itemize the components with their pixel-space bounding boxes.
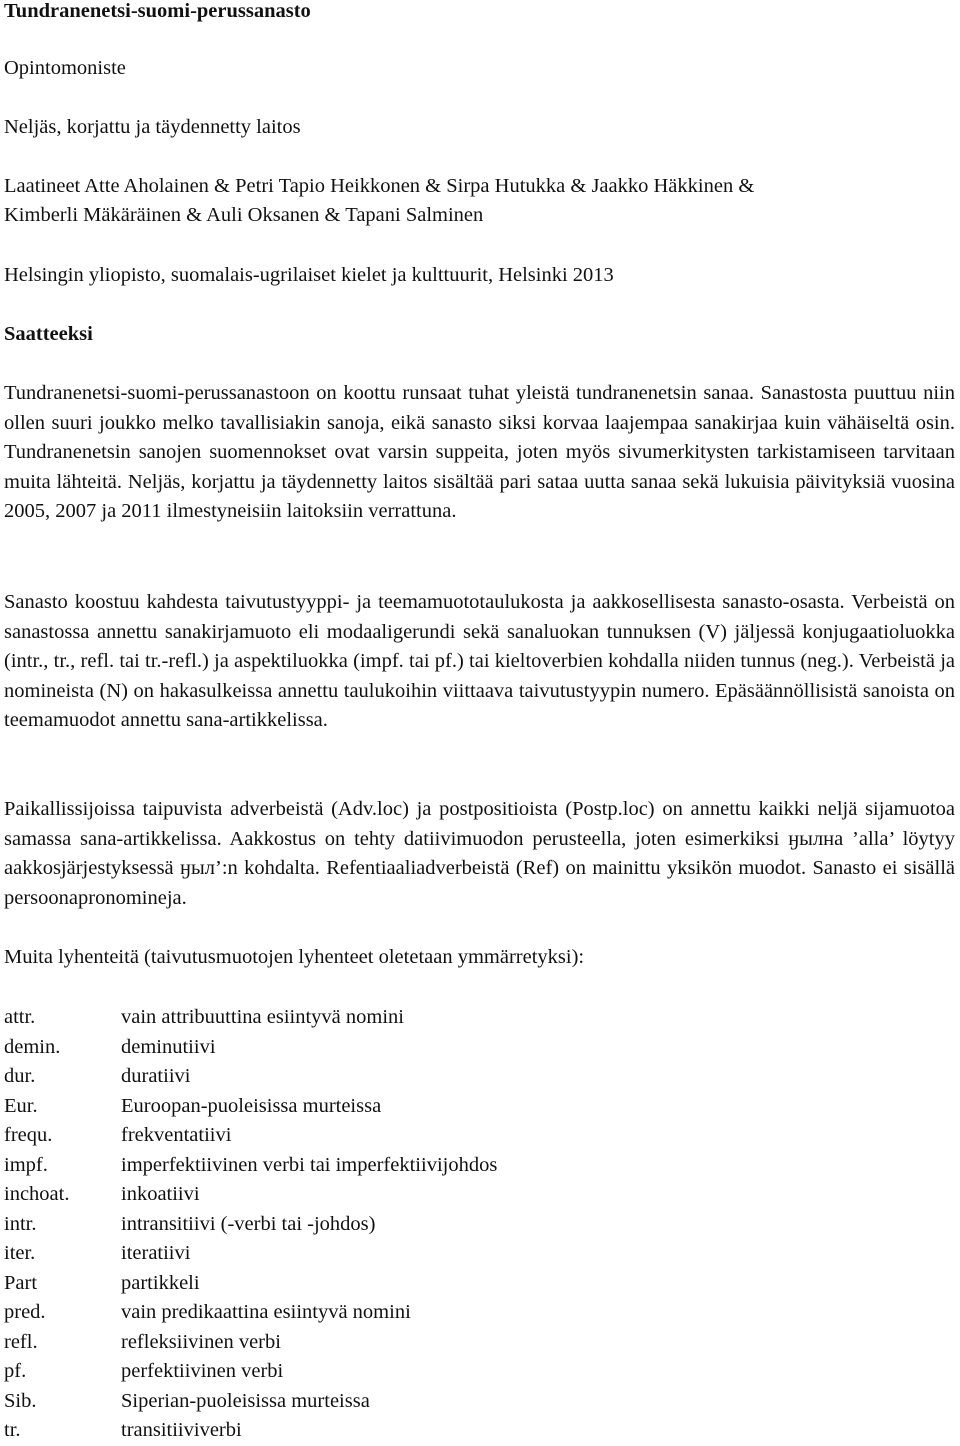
abbreviation-meaning: inkoatiivi <box>121 1183 200 1205</box>
preface-heading: Saatteeksi <box>4 323 93 345</box>
edition-line: Neljäs, korjattu ja täydennetty laitos <box>4 116 301 138</box>
abbreviation-row <box>4 1387 497 1417</box>
abbreviation-row <box>4 1180 497 1210</box>
abbreviation-key: refl. <box>4 1330 38 1353</box>
abbreviation-row <box>4 1003 497 1033</box>
abbreviation-key: frequ. <box>4 1124 53 1146</box>
abbreviation-key: pred. <box>4 1301 46 1323</box>
abbreviation-meaning: frekventatiivi <box>121 1124 232 1146</box>
abbreviation-row <box>4 1092 497 1122</box>
preface-paragraph-2: Sanasto koostuu kahdesta taivutustyyppi- ja teemamuototaulukosta ja aakkosellisesta sanasto-osasta. Verbeistä on sanastossa annettu sanakirjamuoto eli modaaligerundi sekä sanaluokan tunnuksen (V) jäljessä konjugaatioluokka (intr., tr., refl. tai tr.-refl.) ja aspektiluokka (impf. tai pf.) tai kieltoverbien kohdalla niiden tunnus (neg.). Verbeistä ja nomineista (N) on hakasulkeissa annettu taulukoihin viittaava taivutustyypin numero. Epäsäännöllisistä sanoista on teemamuodot annettu sana-artikkelissa. <box>4 591 955 731</box>
abbreviation-key: attr. <box>4 1006 36 1028</box>
authors-line-1: Laatineet Atte Aholainen & Petri Tapio Heikkonen & Sirpa Hutukka & Jaakko Häkkinen & <box>4 175 755 197</box>
abbreviation-meaning: imperfektiivinen verbi tai imperfektiivijohdos <box>121 1153 498 1176</box>
abbreviation-meaning: Euroopan-puoleisissa murteissa <box>121 1094 382 1117</box>
abbreviation-meaning: Siperian-puoleisissa murteissa <box>121 1389 370 1412</box>
abbreviation-meaning: transitiiviverbi <box>121 1419 242 1441</box>
preface-paragraph-3: Paikallissijoissa taipuvista adverbeistä (Adv.loc) ja postpositioista (Postp.loc) on annettu kaikki neljä sijamuotoa samassa sana-artikkelissa. Aakkostus on tehty datiivimuodon perusteella, joten esimerkiksi ӈылнa ’alla’ löytyy aakkosjärjestyksessä ӈыл’:n kohdalta. Refentiaaliadverbeistä (Ref) on mainittu yksikön muodot. Sanasto ei sisällä persoonapronomineja. <box>4 798 955 909</box>
abbreviation-key: demin. <box>4 1035 61 1058</box>
abbreviation-meaning: partikkeli <box>121 1271 200 1294</box>
abbreviation-row <box>4 1062 497 1092</box>
abbreviation-row <box>4 1033 497 1063</box>
abbreviation-key: impf. <box>4 1153 48 1176</box>
abbreviation-meaning: iteratiivi <box>121 1242 191 1264</box>
abbreviations-list <box>4 1003 497 1446</box>
abbreviations-intro: Muita lyhenteitä (taivutusmuotojen lyhenteet oletetaan ymmärretyksi): <box>4 946 585 968</box>
abbreviation-row <box>4 1416 497 1446</box>
abbreviation-row <box>4 1269 497 1299</box>
abbreviation-key: iter. <box>4 1242 36 1264</box>
abbreviation-key: Part <box>4 1271 38 1294</box>
abbreviation-row <box>4 1298 497 1328</box>
abbreviation-key: intr. <box>4 1212 37 1235</box>
abbreviation-meaning: perfektiivinen verbi <box>121 1360 284 1382</box>
publisher-line: Helsingin yliopisto, suomalais-ugrilaiset kielet ja kulttuurit, Helsinki 2013 <box>4 264 614 286</box>
abbreviation-row <box>4 1121 497 1151</box>
abbreviation-row <box>4 1239 497 1269</box>
abbreviation-meaning: intransitiivi (-verbi tai -johdos) <box>121 1212 376 1235</box>
abbreviation-key: Sib. <box>4 1389 37 1412</box>
preface-paragraph-1: Tundranenetsi-suomi-perussanastoon on koottu runsaat tuhat yleistä tundranenetsin sanaa. Sanastosta puuttuu niin ollen suuri joukko melko tavallisiakin sanoja, eikä sanasto siksi korvaa laajempaa sanakirjaa kuin vähäiseltä osin. Tundranenetsin sanojen suomennokset ovat varsin suppeita, joten myös sivumerkitysten tarkistamiseen tarvitaan muita lähteitä. Neljäs, korjattu ja täydennetty laitos sisältää pari sataa uutta sanaa sekä lukuisia päivityksiä vuosina 2005, 2007 ja 2011 ilmestyneisiin laitoksiin verrattuna. <box>4 382 955 522</box>
abbreviation-key: tr. <box>4 1419 21 1441</box>
document-title: Tundranenetsi-suomi-perussanasto <box>4 0 311 22</box>
abbreviation-key: Eur. <box>4 1094 38 1117</box>
abbreviation-meaning: duratiivi <box>121 1065 191 1087</box>
authors-line-2: Kimberli Mäkäräinen & Auli Oksanen & Tapani Salminen <box>4 204 484 226</box>
abbreviation-row <box>4 1151 497 1181</box>
abbreviation-meaning: vain attribuuttina esiintyvä nomini <box>121 1006 404 1028</box>
abbreviation-row <box>4 1357 497 1387</box>
document-subtitle: Opintomoniste <box>4 57 126 79</box>
abbreviation-meaning: refleksiivinen verbi <box>121 1330 281 1353</box>
abbreviation-row <box>4 1328 497 1358</box>
abbreviation-row <box>4 1210 497 1240</box>
abbreviation-key: inchoat. <box>4 1183 70 1205</box>
abbreviation-key: dur. <box>4 1065 36 1087</box>
abbreviation-key: pf. <box>4 1360 27 1382</box>
abbreviation-meaning: deminutiivi <box>121 1035 216 1058</box>
abbreviation-meaning: vain predikaattina esiintyvä nomini <box>121 1301 411 1323</box>
